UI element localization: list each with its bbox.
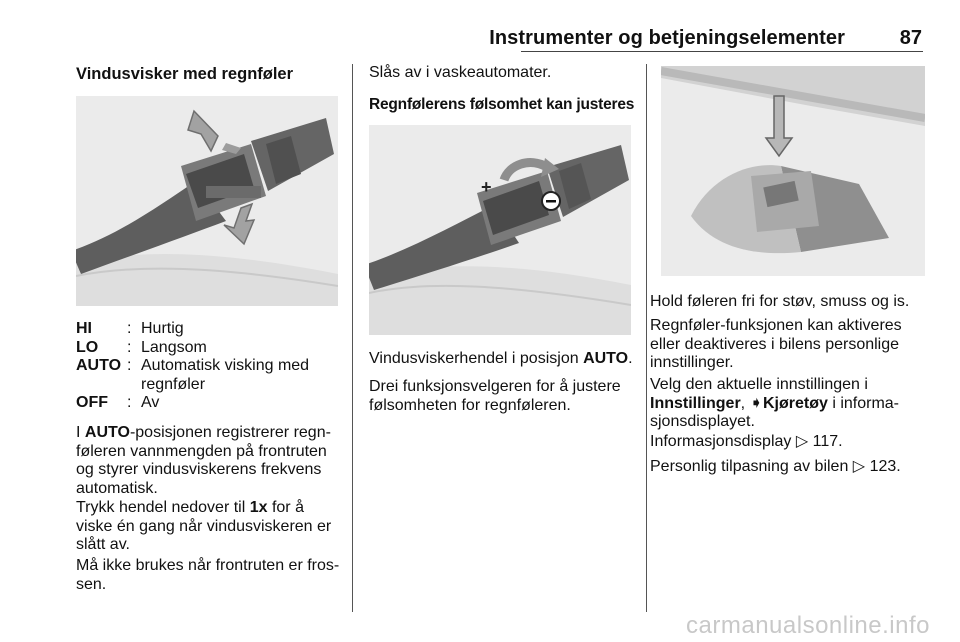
paragraph-activation: Regnføler-funksjonen kan aktiveres eller deaktiveres i bilens personlige innstillinger. [650,317,902,371]
definition-auto: AUTO : Automatisk visking med regnføler [76,357,310,393]
paragraph-keep-clean: Hold føleren fri for støv, smuss og is. [650,293,910,310]
link-personalization[interactable]: Personlig tilpasning av bilen ▷ 123. [650,458,901,475]
page-header [0,0,960,50]
arrow-icon: ➧ [749,394,763,412]
mode-definitions [76,320,344,413]
page-ref-icon: ▷ [795,433,809,450]
link-info-display[interactable]: Informasjonsdisplay ▷ 117. [650,433,843,450]
sensitivity-figure [369,125,631,335]
chapter-title: Instrumenter og betjeningselementer [489,27,845,49]
paragraph-settings-path: Velg den aktuelle innstillingen i Innstillinger, ➧Kjøretøy i informa-sjonsdisplayet. [650,376,899,430]
paragraph-auto-mode: I AUTO-posisjonen registrerer regn-føleren vannmengden på frontruten og styrer vindusviskerens frekvens automatisk. [76,424,331,497]
wiper-stalk-figure [76,96,338,306]
paragraph-car-wash: Slås av i vaskeautomater. [369,64,552,81]
subheading-sensitivity: Regnfølerens følsomhet kan justeres [369,96,635,113]
rain-sensor-figure [661,66,925,276]
paragraph-frozen-warning: Må ikke brukes når frontruten er fros-sen. [76,557,340,593]
page-ref-icon: ▷ [852,458,866,475]
definition-off: OFF : Av [76,394,160,411]
column-divider-1 [352,64,353,612]
header-rule [521,51,923,52]
paragraph-single-wipe: Trykk hendel nedover til 1x for å viske én gang når vindusviskeren er slått av. [76,499,332,553]
paragraph-auto-position: Vindusviskerhendel i posisjon AUTO. [369,350,633,367]
paragraph-adjust-selector: Drei funksjonsvelgeren for å justere følsomheten for regnføleren. [369,378,621,414]
definition-lo: LO : Langsom [76,338,207,356]
column-divider-2 [646,64,647,612]
page-number: 87 [899,27,922,49]
watermark: carmanualsonline.info [686,612,930,639]
definition-hi: HI : Hurtig [76,320,184,337]
plus-label: + [481,177,492,197]
section-title: Vindusvisker med regnføler [76,65,294,83]
